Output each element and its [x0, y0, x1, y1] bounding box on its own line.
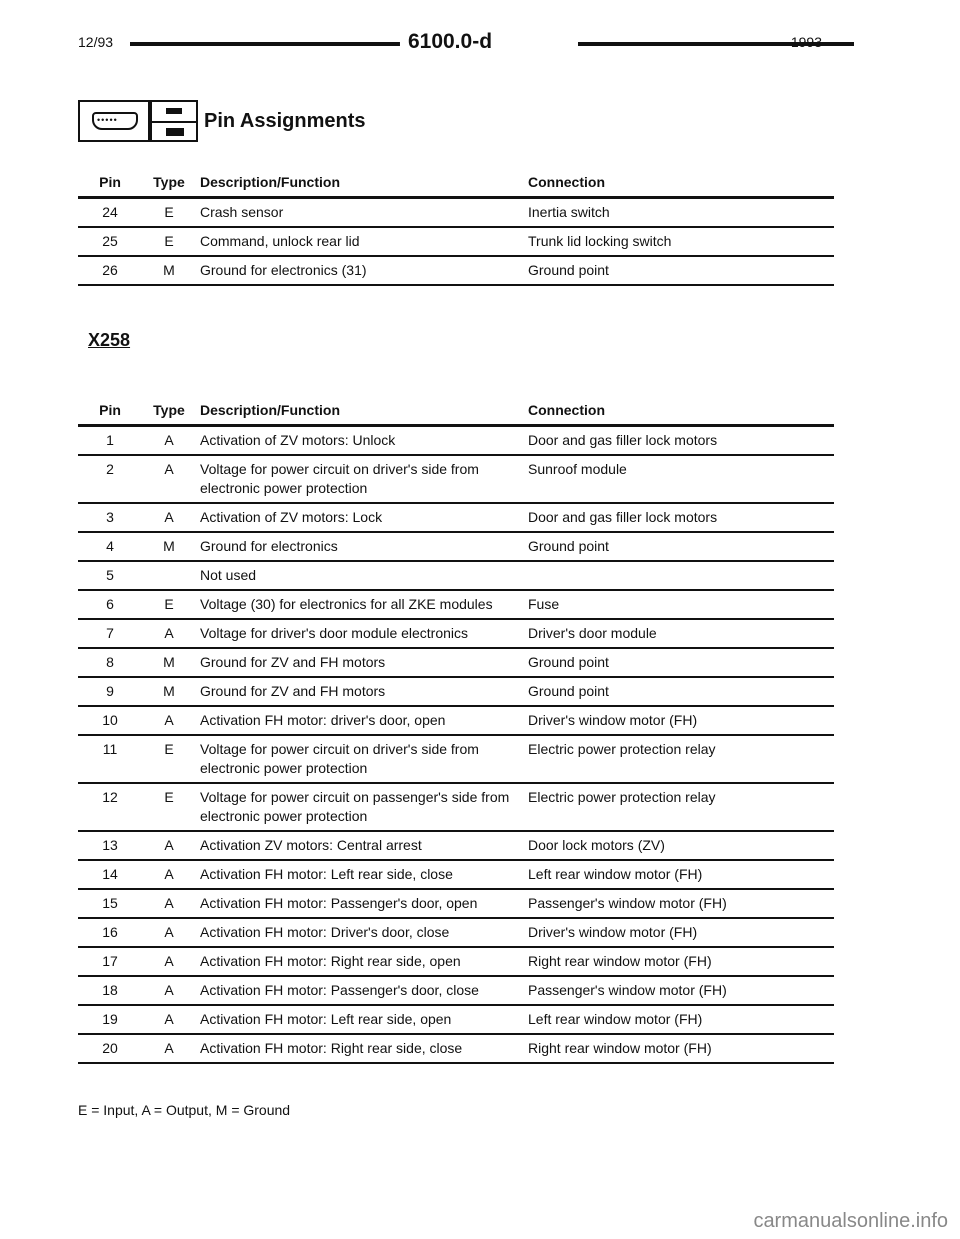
table-row [78, 860, 834, 889]
cell-pin: 4 [78, 532, 142, 561]
table-row [78, 1034, 834, 1063]
column-header-pin: Pin [78, 170, 142, 198]
cell-type: A [142, 503, 196, 532]
column-header-description: Description/Function [196, 398, 524, 426]
cell-pin: 19 [78, 1005, 142, 1034]
cell-connection: Ground point [524, 648, 834, 677]
cell-type: M [142, 648, 196, 677]
cell-type: A [142, 976, 196, 1005]
cell-connection: Trunk lid locking switch [524, 227, 834, 256]
table-row [78, 783, 834, 831]
cell-description: Activation FH motor: Passenger's door, close [196, 976, 524, 1005]
connector-icon: ••••• [78, 100, 150, 142]
page-header [78, 30, 822, 56]
cell-pin: 3 [78, 503, 142, 532]
cell-type: E [142, 735, 196, 783]
column-header-connection: Connection [524, 398, 834, 426]
cell-pin: 9 [78, 677, 142, 706]
cell-connection: Ground point [524, 677, 834, 706]
cell-description: Activation of ZV motors: Unlock [196, 426, 524, 456]
cell-connection: Inertia switch [524, 198, 834, 228]
cell-description: Activation FH motor: Right rear side, open [196, 947, 524, 976]
cell-connection: Right rear window motor (FH) [524, 1034, 834, 1063]
header-rule-left [130, 42, 400, 46]
cell-pin: 10 [78, 706, 142, 735]
cell-description: Ground for ZV and FH motors [196, 677, 524, 706]
cell-connection: Left rear window motor (FH) [524, 1005, 834, 1034]
pin-table-2 [78, 398, 834, 1064]
cell-description: Ground for electronics [196, 532, 524, 561]
cell-description: Voltage for power circuit on passenger's side from electronic power protection [196, 783, 524, 831]
cell-pin: 12 [78, 783, 142, 831]
cell-description: Voltage for driver's door module electronics [196, 619, 524, 648]
cell-pin: 8 [78, 648, 142, 677]
cell-description: Activation FH motor: Right rear side, close [196, 1034, 524, 1063]
cell-type: A [142, 860, 196, 889]
table-row [78, 256, 834, 285]
cell-type: A [142, 706, 196, 735]
cell-connection: Driver's window motor (FH) [524, 706, 834, 735]
cell-connection: Ground point [524, 256, 834, 285]
cell-pin: 7 [78, 619, 142, 648]
cell-connection: Driver's window motor (FH) [524, 918, 834, 947]
cell-connection: Right rear window motor (FH) [524, 947, 834, 976]
cell-type: E [142, 590, 196, 619]
cell-description: Activation FH motor: driver's door, open [196, 706, 524, 735]
cell-pin: 20 [78, 1034, 142, 1063]
cell-type: A [142, 889, 196, 918]
column-header-connection: Connection [524, 170, 834, 198]
cell-type: M [142, 532, 196, 561]
table-row [78, 889, 834, 918]
cell-connection: Electric power protection relay [524, 735, 834, 783]
cell-connection [524, 561, 834, 590]
cell-type: A [142, 918, 196, 947]
table-row [78, 426, 834, 456]
cell-connection: Passenger's window motor (FH) [524, 889, 834, 918]
cell-pin: 1 [78, 426, 142, 456]
table-row [78, 561, 834, 590]
cell-description: Crash sensor [196, 198, 524, 228]
cell-pin: 16 [78, 918, 142, 947]
table-row [78, 735, 834, 783]
cell-description: Activation FH motor: Passenger's door, open [196, 889, 524, 918]
cell-pin: 11 [78, 735, 142, 783]
table-row [78, 918, 834, 947]
cell-type: A [142, 426, 196, 456]
table-row [78, 947, 834, 976]
cell-connection: Driver's door module [524, 619, 834, 648]
cell-connection: Ground point [524, 532, 834, 561]
section-heading-x258: X258 [88, 330, 131, 350]
cell-type: A [142, 619, 196, 648]
cell-pin: 14 [78, 860, 142, 889]
cell-description: Voltage for power circuit on driver's side from electronic power protection [196, 455, 524, 503]
table-row [78, 677, 834, 706]
table-row [78, 831, 834, 860]
cell-description: Command, unlock rear lid [196, 227, 524, 256]
cell-pin: 15 [78, 889, 142, 918]
cell-connection: Door and gas filler lock motors [524, 426, 834, 456]
cell-pin: 24 [78, 198, 142, 228]
cell-connection: Passenger's window motor (FH) [524, 976, 834, 1005]
column-header-pin: Pin [78, 398, 142, 426]
header-year: 1993 [790, 34, 822, 50]
pin-type-icon [150, 100, 198, 142]
page-title: Pin Assignments [204, 110, 366, 132]
table-row [78, 227, 834, 256]
cell-type: A [142, 831, 196, 860]
cell-pin: 6 [78, 590, 142, 619]
cell-type: A [142, 455, 196, 503]
cell-pin: 26 [78, 256, 142, 285]
column-header-type: Type [142, 170, 196, 198]
watermark: carmanualsonline.info [753, 1210, 948, 1232]
header-date: 12/93 [78, 34, 114, 50]
table-row [78, 1005, 834, 1034]
cell-type: E [142, 227, 196, 256]
cell-description: Activation FH motor: Left rear side, open [196, 1005, 524, 1034]
cell-type: A [142, 1034, 196, 1063]
table-row [78, 619, 834, 648]
cell-description: Voltage for power circuit on driver's side from electronic power protection [196, 735, 524, 783]
cell-type: A [142, 947, 196, 976]
cell-pin: 2 [78, 455, 142, 503]
cell-description: Voltage (30) for electronics for all ZKE modules [196, 590, 524, 619]
table-row [78, 648, 834, 677]
cell-description: Ground for ZV and FH motors [196, 648, 524, 677]
table-row [78, 455, 834, 503]
cell-connection: Door lock motors (ZV) [524, 831, 834, 860]
cell-description: Activation of ZV motors: Lock [196, 503, 524, 532]
cell-pin: 25 [78, 227, 142, 256]
cell-type: A [142, 1005, 196, 1034]
cell-description: Ground for electronics (31) [196, 256, 524, 285]
cell-connection: Electric power protection relay [524, 783, 834, 831]
table-row [78, 503, 834, 532]
cell-description: Not used [196, 561, 524, 590]
table-row [78, 532, 834, 561]
cell-connection: Left rear window motor (FH) [524, 860, 834, 889]
cell-type [142, 561, 196, 590]
table-row [78, 706, 834, 735]
table-row [78, 198, 834, 228]
cell-connection: Fuse [524, 590, 834, 619]
cell-pin: 18 [78, 976, 142, 1005]
column-header-type: Type [142, 398, 196, 426]
cell-pin: 17 [78, 947, 142, 976]
doc-number: 6100.0-d [400, 30, 500, 54]
cell-description: Activation ZV motors: Central arrest [196, 831, 524, 860]
cell-type: M [142, 677, 196, 706]
cell-description: Activation FH motor: Left rear side, close [196, 860, 524, 889]
pin-table-1 [78, 170, 834, 286]
cell-type: E [142, 783, 196, 831]
table-row [78, 976, 834, 1005]
cell-connection: Sunroof module [524, 455, 834, 503]
cell-pin: 5 [78, 561, 142, 590]
cell-type: M [142, 256, 196, 285]
type-legend: E = Input, A = Output, M = Ground [78, 1102, 291, 1118]
column-header-description: Description/Function [196, 170, 524, 198]
cell-description: Activation FH motor: Driver's door, close [196, 918, 524, 947]
table-row [78, 590, 834, 619]
cell-connection: Door and gas filler lock motors [524, 503, 834, 532]
cell-type: E [142, 198, 196, 228]
cell-pin: 13 [78, 831, 142, 860]
